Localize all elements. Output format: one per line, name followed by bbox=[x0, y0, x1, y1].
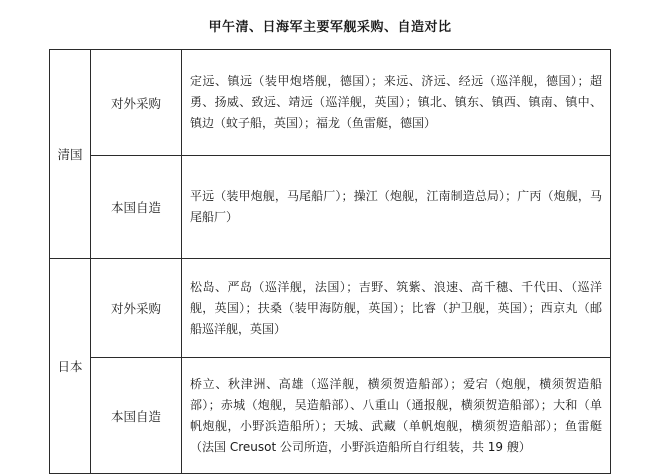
table-row bbox=[50, 156, 611, 259]
ships-cell: 桥立、秋津洲、高雄（巡洋舰，横须贺造船部）；爱宕（炮舰，横须贺造船部）；赤城（炮舰，吴造船部）、八重山（通报舰，横须贺造船部）；大和（单帆炮舰，小野浜造船所）；天城、武藏（单帆炮舰，横须贺造船部）；鱼雷艇（法国 Creusot 公司所造，小野浜造船所自行组装，共 19 艘） bbox=[182, 358, 611, 474]
comparison-table bbox=[49, 49, 611, 474]
table-row bbox=[50, 358, 611, 474]
method-cell: 本国自造 bbox=[91, 358, 182, 474]
country-cell-qing: 清国 bbox=[50, 50, 91, 259]
method-cell: 对外采购 bbox=[91, 50, 182, 156]
ships-cell: 平远（装甲炮舰，马尾船厂）；操江（炮舰，江南制造总局）；广丙（炮舰，马尾船厂） bbox=[182, 156, 611, 259]
ships-cell: 定远、镇远（装甲炮塔舰，德国）；来远、济远、经远（巡洋舰，德国）；超勇、扬威、致远、靖远（巡洋舰，英国）；镇北、镇东、镇西、镇南、镇中、镇边（蚊子船，英国）；福龙（鱼雷艇，德国） bbox=[182, 50, 611, 156]
method-cell: 本国自造 bbox=[91, 156, 182, 259]
table-row bbox=[50, 50, 611, 156]
ships-cell: 松岛、严岛（巡洋舰，法国）；吉野、筑紫、浪速、高千穗、千代田、（巡洋舰，英国）；扶桑（装甲海防舰，英国）；比睿（护卫舰，英国）；西京丸（邮船巡洋舰，英国） bbox=[182, 259, 611, 358]
page-title: 甲午清、日海军主要军舰采购、自造对比 bbox=[208, 20, 452, 35]
method-cell: 对外采购 bbox=[91, 259, 182, 358]
table-row bbox=[50, 259, 611, 358]
country-cell-japan: 日本 bbox=[50, 259, 91, 474]
